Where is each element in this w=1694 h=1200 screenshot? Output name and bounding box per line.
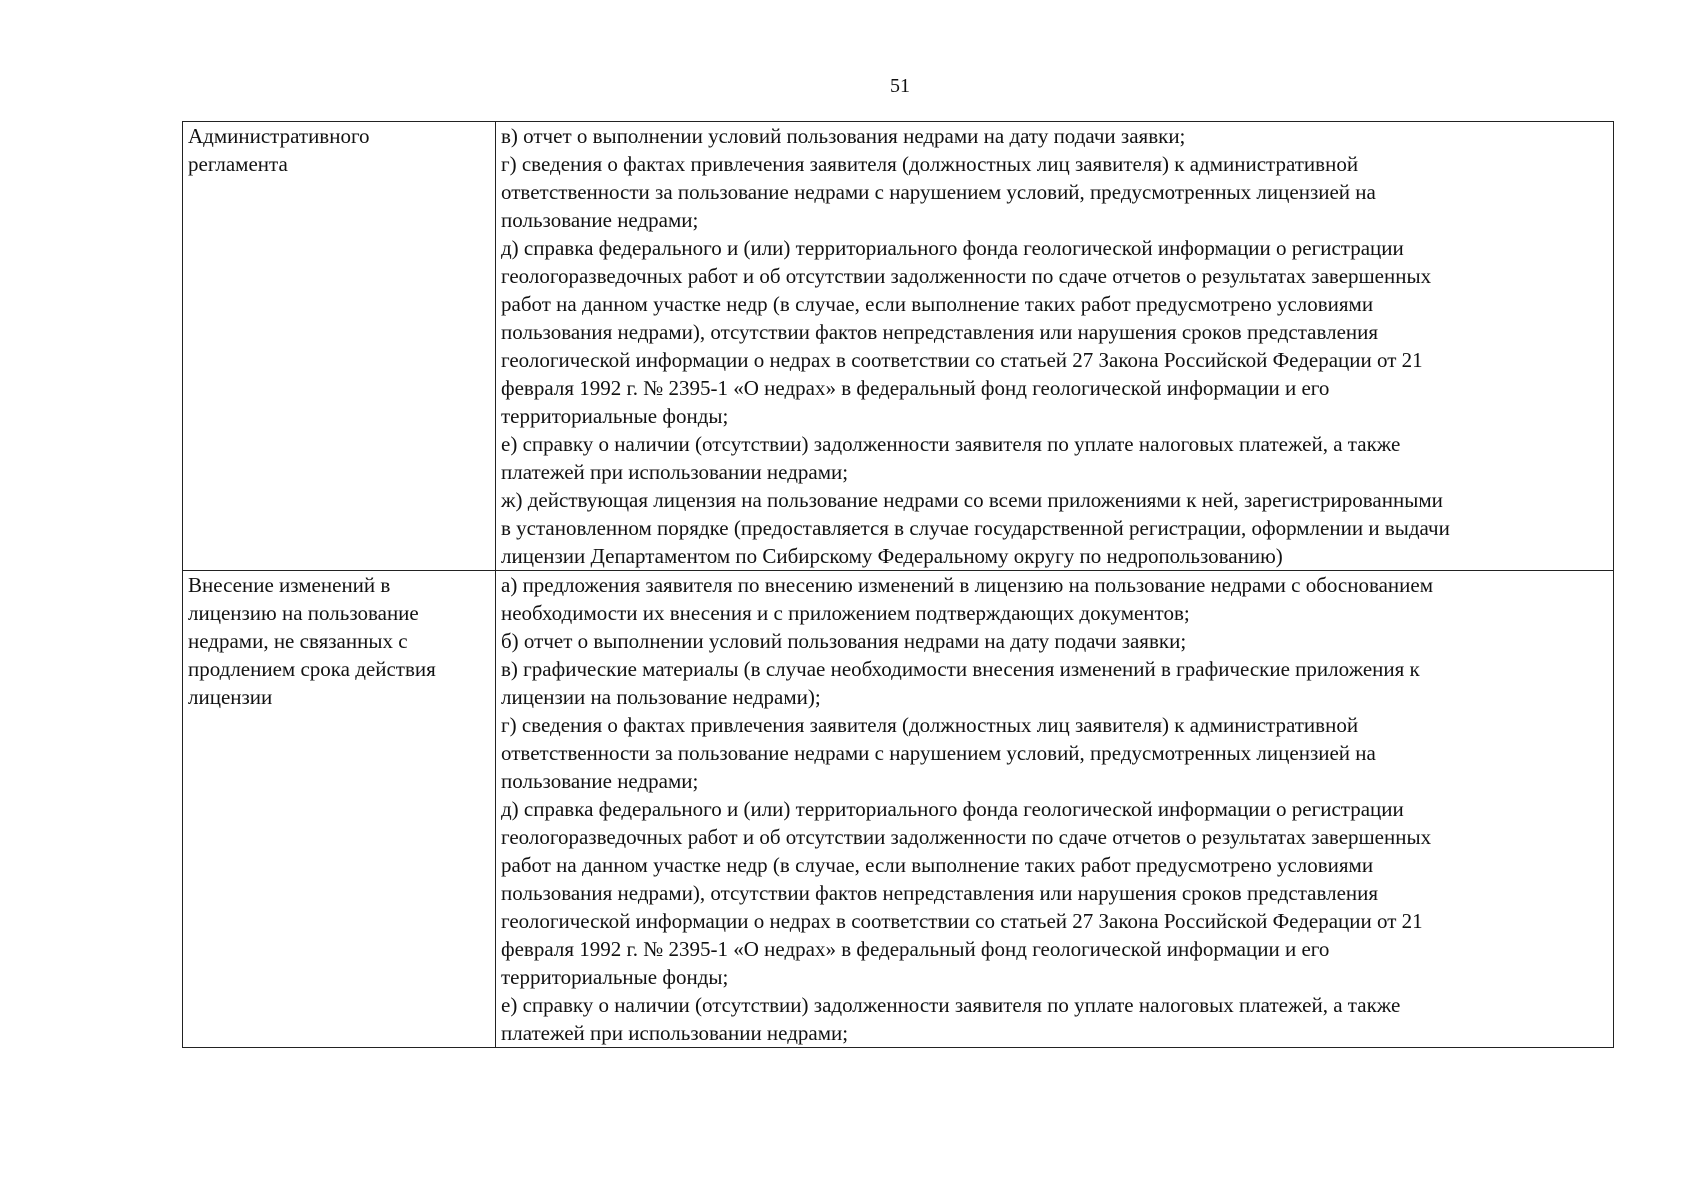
document-line: д) справка федерального и (или) территориального фонда геологической информации о регистрации [501,797,1404,821]
document-line: работ на данном участке недр (в случае, если выполнение таких работ предусмотрено условиями [501,853,1374,877]
documents-cell [496,122,1614,571]
document-line: лицензии на пользование недрами); [501,685,821,709]
procedure-cell [183,122,496,571]
procedure-line: регламента [188,152,288,176]
document-line: пользование недрами; [501,769,699,793]
document-line: необходимости их внесения и с приложением подтверждающих документов; [501,601,1190,625]
document-line: территориальные фонды; [501,404,729,428]
document-line: д) справка федерального и (или) территориального фонда геологической информации о регистрации [501,236,1404,260]
document-line: геологической информации о недрах в соответствии со статьей 27 Закона Российской Федерации от 21 [501,909,1423,933]
document-line: пользования недрами), отсутствии фактов непредставления или нарушения сроков представления [501,320,1379,344]
document-line: в) отчет о выполнении условий пользования недрами на дату подачи заявки; [501,124,1186,148]
documents-text [501,122,1609,570]
procedure-cell [183,571,496,1048]
procedure-line: недрами, не связанных с [188,629,408,653]
table-row [183,571,1614,1048]
page-number: 51 [890,75,910,97]
document-line: пользование недрами; [501,208,699,232]
document-line: е) справку о наличии (отсутствии) задолженности заявителя по уплате налоговых платежей, а также [501,432,1401,456]
procedure-line: Внесение изменений в [188,573,391,597]
document-line: ответственности за пользование недрами с нарушением условий, предусмотренных лицензией на [501,741,1376,765]
document-line: в) графические материалы (в случае необходимости внесения изменений в графические приложения к [501,657,1420,681]
document-line: е) справку о наличии (отсутствии) задолженности заявителя по уплате налоговых платежей, а также [501,993,1401,1017]
document-line: а) предложения заявителя по внесению изменений в лицензию на пользование недрами с обоснованием [501,573,1434,597]
document-line: платежей при использовании недрами; [501,1021,849,1045]
documents-text [501,571,1609,1047]
document-line: г) сведения о фактах привлечения заявителя (должностных лиц заявителя) к административной [501,713,1359,737]
document-line: платежей при использовании недрами; [501,460,849,484]
procedure-line: лицензию на пользование [188,601,419,625]
document-line: в установленном порядке (предоставляется в случае государственной регистрации, оформлении и выдачи [501,516,1450,540]
requirements-table [182,121,1614,1048]
document-line: работ на данном участке недр (в случае, если выполнение таких работ предусмотрено условиями [501,292,1374,316]
document-line: территориальные фонды; [501,965,729,989]
procedure-line: продлением срока действия [188,657,436,681]
document-line: февраля 1992 г. № 2395-1 «О недрах» в федеральный фонд геологической информации и его [501,376,1330,400]
documents-cell [496,571,1614,1048]
procedure-text [188,122,491,178]
document-line: лицензии Департаментом по Сибирскому Федеральному округу по недропользованию) [501,544,1283,568]
table-row [183,122,1614,571]
table-body [183,122,1614,1048]
document-line: ответственности за пользование недрами с нарушением условий, предусмотренных лицензией на [501,180,1376,204]
document-line: геологической информации о недрах в соответствии со статьей 27 Закона Российской Федерации от 21 [501,348,1423,372]
document-line: г) сведения о фактах привлечения заявителя (должностных лиц заявителя) к административной [501,152,1359,176]
procedure-line: Административного [188,124,370,148]
document-line: пользования недрами), отсутствии фактов непредставления или нарушения сроков представления [501,881,1379,905]
document-line: геологоразведочных работ и об отсутствии задолженности по сдаче отчетов о результатах завершенных [501,264,1432,288]
document-line: февраля 1992 г. № 2395-1 «О недрах» в федеральный фонд геологической информации и его [501,937,1330,961]
document-line: ж) действующая лицензия на пользование недрами со всеми приложениями к ней, зарегистрированными [501,488,1443,512]
procedure-line: лицензии [188,685,273,709]
document-line: б) отчет о выполнении условий пользования недрами на дату подачи заявки; [501,629,1187,653]
procedure-text [188,571,491,711]
document-line: геологоразведочных работ и об отсутствии задолженности по сдаче отчетов о результатах завершенных [501,825,1432,849]
